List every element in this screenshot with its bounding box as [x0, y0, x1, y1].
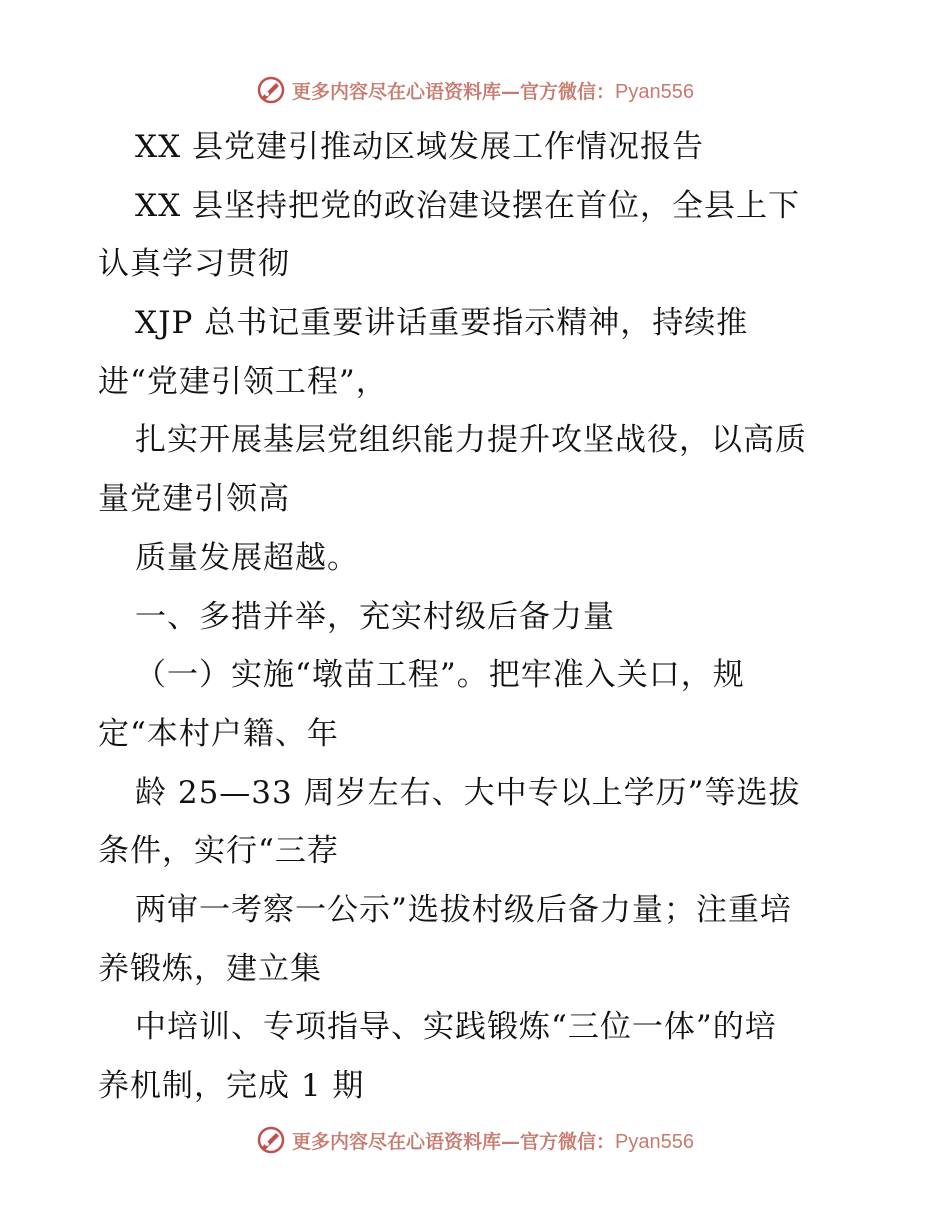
paragraph-line: 定“本村户籍、年: [98, 715, 339, 752]
pen-circle-logo-icon: [256, 1125, 286, 1155]
paragraph-line: 养锻炼，建立集: [98, 950, 322, 987]
header-watermark-banner: [0, 70, 950, 110]
watermark-text: [292, 77, 694, 104]
paragraph-line: 扎实开展基层党组织能力提升攻坚战役，以高质: [135, 422, 807, 459]
wechat-id: Pyan556: [615, 1130, 694, 1153]
document-title: XX 县党建引推动区域发展工作情况报告: [135, 129, 704, 165]
watermark-label: 更多内容尽在心语资料库—官方微信：: [292, 1130, 616, 1153]
watermark-label: 更多内容尽在心语资料库—官方微信：: [292, 80, 616, 103]
pen-circle-logo-icon: [256, 75, 286, 105]
section-heading: 一、多措并举，充实村级后备力量: [135, 598, 615, 635]
paragraph-line: 认真学习贯彻: [98, 246, 290, 283]
paragraph-line: XX 县坚持把党的政治建设摆在首位，全县上下: [135, 187, 800, 224]
paragraph-line: 量党建引领高: [98, 481, 290, 518]
paragraph-line: 龄 25—33 周岁左右、大中专以上学历”等选拔: [135, 774, 801, 811]
paragraph-line: 养机制，完成 1 期: [98, 1068, 365, 1104]
paragraph-line: 进“党建引领工程”，: [98, 363, 388, 400]
paragraph-line: （一）实施“墩苗工程”。把牢准入关口，规: [135, 657, 745, 694]
document-body: [98, 118, 858, 1116]
footer-watermark-banner: [0, 1120, 950, 1160]
wechat-id: Pyan556: [615, 80, 694, 103]
paragraph-line: 中培训、专项指导、实践锻炼“三位一体”的培: [135, 1009, 777, 1046]
paragraph-line: 两审一考察一公示”选拔村级后备力量；注重培: [135, 891, 792, 928]
paragraph-line: 条件，实行“三荐: [98, 833, 339, 870]
watermark-text: [292, 1127, 694, 1154]
paragraph-line: 质量发展超越。: [135, 539, 359, 576]
paragraph-line: XJP 总书记重要讲话重要指示精神，持续推: [135, 305, 749, 342]
